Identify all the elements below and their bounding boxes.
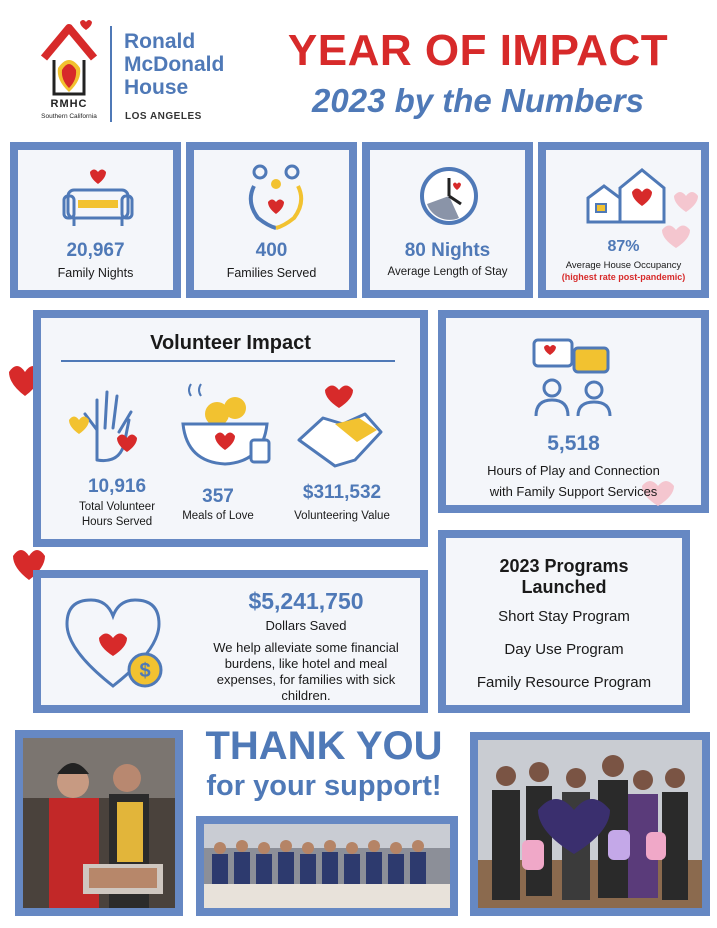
stat-card-occupancy [538, 142, 709, 298]
body-line: children. [281, 688, 331, 703]
programs-card [438, 530, 690, 713]
volunteer-photo-group [196, 816, 458, 916]
stat-value: 80 Nights [404, 240, 491, 261]
thank-you-subheading: for your support! [206, 770, 442, 802]
program-item: Family Resource Program [476, 674, 652, 691]
volunteer-label [65, 500, 169, 530]
clock-icon [417, 164, 481, 233]
volunteer-photo-kitchen [15, 730, 183, 916]
stat-value: 87% [607, 238, 640, 255]
volunteer-value: 10,916 [87, 476, 147, 497]
volunteer-label: Meals of Love [182, 510, 254, 522]
stat-note: (highest rate post-pandemic) [561, 272, 686, 282]
handshake-icon [295, 384, 385, 479]
divider [110, 26, 112, 122]
page-title: YEAR OF IMPACT [287, 26, 669, 75]
svg-text:$: $ [139, 660, 151, 682]
stat-card-families-served [186, 142, 357, 298]
page-subtitle: 2023 by the Numbers [312, 82, 644, 119]
stat-label: Average House Occupancy [565, 260, 682, 271]
brand-line: Ronald [124, 30, 196, 53]
logo-text: RMHC [50, 98, 88, 110]
volunteer-value: $311,532 [302, 482, 382, 503]
heart-coin-icon [61, 594, 171, 699]
stat-label: Families Served [226, 266, 317, 280]
program-item: Day Use Program [504, 641, 624, 658]
body-line: burdens, like hotel and meal [224, 656, 388, 671]
couch-icon [62, 166, 134, 235]
stat-card-family-nights [10, 142, 181, 298]
dollars-value: $5,241,750 [248, 588, 364, 614]
thank-you-heading: THANK YOU [205, 724, 443, 768]
label-line: Total Volunteer [78, 501, 156, 513]
program-item: Short Stay Program [498, 608, 630, 625]
dollars-body [181, 640, 431, 704]
volunteer-heading: Volunteer Impact [150, 332, 311, 354]
stat-card-length-of-stay [362, 142, 533, 298]
stat-label: Family Nights [57, 266, 134, 280]
dollars-saved-card [33, 570, 428, 713]
stat-label: Average Length of Stay [387, 266, 508, 278]
stat-value: 400 [255, 240, 288, 261]
volunteer-impact-card [33, 310, 428, 547]
heading-line: 2023 Programs [499, 556, 629, 576]
divider [61, 360, 395, 362]
volunteer-photo-donation [470, 732, 710, 916]
brand-location: LOS ANGELES [125, 111, 202, 122]
body-line: expenses, for families with sick [216, 672, 396, 687]
house-icon [584, 164, 668, 233]
support-label [446, 460, 701, 502]
family-support-card [438, 310, 709, 513]
stat-value: 20,967 [66, 240, 125, 261]
label-line: Hours of Play and Connection [487, 463, 660, 478]
family-icon [244, 162, 308, 237]
raised-hand-icon [69, 384, 149, 469]
logo-subtext: Southern California [41, 113, 97, 120]
programs-heading [446, 556, 682, 598]
chat-people-icon [528, 336, 618, 427]
volunteer-value: 357 [202, 486, 234, 507]
label-line: with Family Support Services [489, 484, 658, 499]
rmhc-logo [38, 18, 100, 100]
body-line: We help alleviate some financial [213, 640, 399, 655]
brand-name [124, 30, 254, 99]
support-value: 5,518 [547, 432, 600, 455]
brand-line: McDonald [124, 53, 225, 76]
dollars-label: Dollars Saved [265, 618, 347, 633]
brand-line: House [124, 76, 189, 99]
food-bowl-icon [177, 380, 277, 477]
label-line: Hours Served [81, 516, 153, 528]
volunteer-label: Volunteering Value [294, 510, 390, 522]
heading-line: Launched [521, 577, 607, 597]
